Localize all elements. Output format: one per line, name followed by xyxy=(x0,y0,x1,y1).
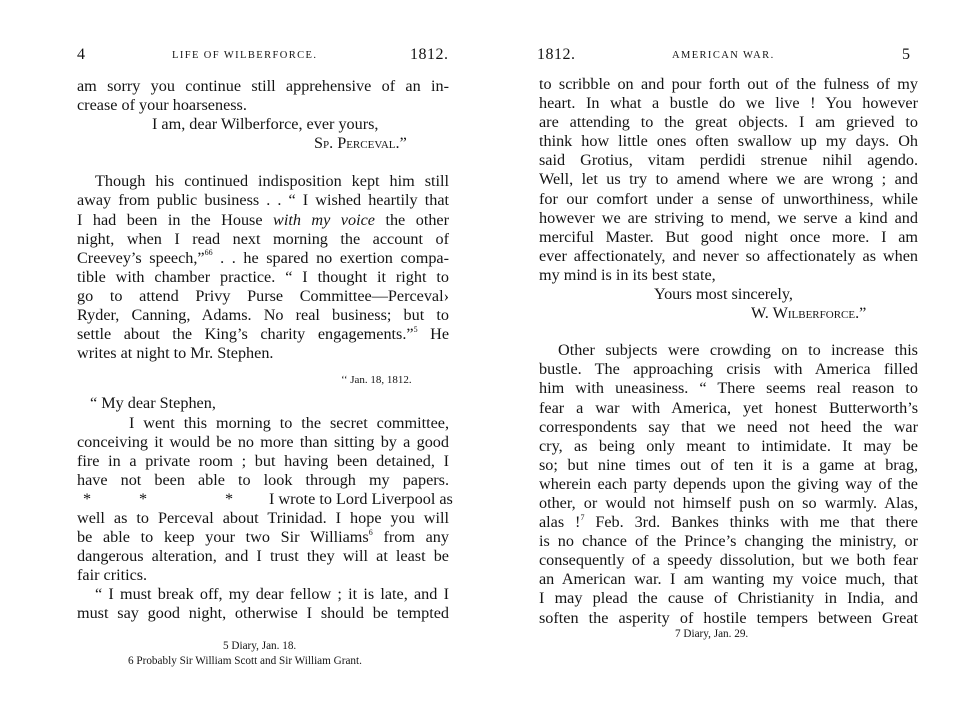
footnote: 7 Diary, Jan. 29. xyxy=(675,628,749,640)
closing-line: Yours most sincerely, xyxy=(654,285,793,304)
text-line: “ I must break off, my dear fellow ; it is late, and I xyxy=(95,585,449,604)
text-line: must say good night, otherwise I should be tempted xyxy=(77,604,449,623)
text-line: him with uneasiness. “ There seems real reason to xyxy=(539,379,918,398)
text-line: however we are striving to mend, we serve a kind and xyxy=(539,208,918,227)
text-line: away from public business . . “ I wished heartily that xyxy=(77,191,449,210)
text-line: settle about the King’s charity engagements.”$^5$ He xyxy=(77,324,449,344)
text-line: is no chance of the Prince’s changing the ministry, or xyxy=(539,532,918,551)
text-line: consequently of a speedy dissolution, but we both fear xyxy=(539,551,918,570)
text-line: conceiving it would be no more than sitting by a good xyxy=(77,432,449,451)
footnote-ref: 5 xyxy=(413,324,418,334)
text-line: dangerous alteration, and I trust they will at least be xyxy=(77,547,449,566)
page-number: 4 xyxy=(77,46,85,63)
text-line: fire in a private room ; but having been detained, I xyxy=(77,451,449,470)
text-line: fair critics. xyxy=(77,566,148,585)
footnote-ref: 66 xyxy=(204,248,213,258)
text-line: heart. In what a bustle do we live ! You however xyxy=(539,94,918,113)
letter-date: ‘‘ Jan. 18, 1812. xyxy=(341,374,412,387)
text-line: merciful Master. But good night once more. I am xyxy=(539,227,918,246)
text-line: ever affectionately, and never so affectionately as when xyxy=(539,246,918,265)
running-title: LIFE OF WILBERFORCE. xyxy=(172,50,318,61)
ellipsis-star: * xyxy=(139,489,148,508)
right-page xyxy=(490,0,980,705)
text-line: Ryder, Canning, Adams. No real business; but to xyxy=(77,306,449,325)
text-line: Though his continued indisposition kept him still xyxy=(95,172,449,191)
text-line: Creevey’s speech,”$^{66}$ . . he spared no exertion compa- xyxy=(77,248,449,267)
text-line: be able to keep your two Sir Williams$^6$ from any xyxy=(77,527,449,547)
text-line: wherein each party depends upon the giving way of the xyxy=(539,474,918,493)
text-line: night, when I read next morning the account of xyxy=(77,229,449,248)
text-line: am sorry you continue still apprehensive of an in- xyxy=(77,77,449,95)
footnote-ref: 7 xyxy=(580,512,585,522)
footnote: 6 Probably Sir William Scott and Sir William Grant. xyxy=(128,655,362,667)
left-page-body xyxy=(77,77,453,624)
footnote: 5 Diary, Jan. 18. xyxy=(223,640,297,652)
salutation: “ My dear Stephen, xyxy=(90,394,216,413)
text-line: crease of your hoarseness. xyxy=(77,96,247,115)
text-line: for our comfort under a sense of unworthiness, while xyxy=(539,189,918,208)
text-line: so; but nine times out of ten it is a game at brag, xyxy=(539,455,918,474)
closing-line: I am, dear Wilberforce, ever yours, xyxy=(152,115,379,134)
text-line: * * * I wrote to Lord Liverpool as xyxy=(83,489,453,508)
text-line: I may plead the cause of Christianity in India, and xyxy=(539,589,918,608)
ellipsis-star: * xyxy=(225,489,234,508)
text-line: Well, let us try to amend where we are wrong ; and xyxy=(539,170,918,189)
text-line: Other subjects were crowding on to increase this xyxy=(558,341,918,360)
page-number: 5 xyxy=(902,46,910,63)
text-line: tible with chamber practice. “ I thought it right to xyxy=(77,267,449,286)
page-year: 1812. xyxy=(410,46,449,63)
text-line: other, or would not himself push on so warmly. Alas, xyxy=(539,493,918,512)
text-line: alas !$^7$ Feb. 3rd. Bankes thinks with me that there xyxy=(539,512,918,532)
text-line: have not been able to look through my papers. xyxy=(77,470,449,489)
page-year: 1812. xyxy=(537,46,576,63)
text-line: writes at night to Mr. Stephen. xyxy=(77,344,274,363)
text-line: soften the asperity of hostile tempers between Great xyxy=(539,608,918,627)
italic-phrase: with my voice xyxy=(273,210,375,229)
text-line: think how little ones often swallow up my days. Oh xyxy=(539,132,919,151)
text-line: well as to Perceval about Trinidad. I hope you will xyxy=(77,508,449,527)
text-line: go to attend Privy Purse Committee—Perceval› xyxy=(77,286,449,305)
text-line: I went this morning to the secret committee, xyxy=(129,413,449,432)
text-line: cry, as being only meant to intimidate. It may be xyxy=(539,436,918,455)
right-page-body xyxy=(539,75,918,628)
text-line: an American war. I am wanting my voice much, that xyxy=(539,570,918,589)
footnote-ref: 6 xyxy=(368,527,373,537)
ellipsis-star: * xyxy=(83,489,92,508)
running-title: AMERICAN WAR. xyxy=(672,50,775,61)
text-line: my mind is in its best state, xyxy=(539,265,716,284)
text-line: are attending to the great objects. I am grieved to xyxy=(539,113,918,132)
text-line: correspondents say that we need not heed the war xyxy=(539,417,918,436)
text-line: fear a war with America, yet honest Butterworth’s xyxy=(539,398,918,417)
text-line: to scribble on and pour forth out of the fulness of my xyxy=(539,75,918,93)
signature: Sp. Perceval.” xyxy=(314,134,407,153)
text-line: I had been in the House with my voice the other xyxy=(77,210,449,229)
signature: W. Wilberforce.” xyxy=(751,304,867,323)
text-line: said Grotius, vitam perdidi strenue nihil agendo. xyxy=(539,151,918,170)
text-line: bustle. The approaching crisis with America filled xyxy=(539,360,918,379)
